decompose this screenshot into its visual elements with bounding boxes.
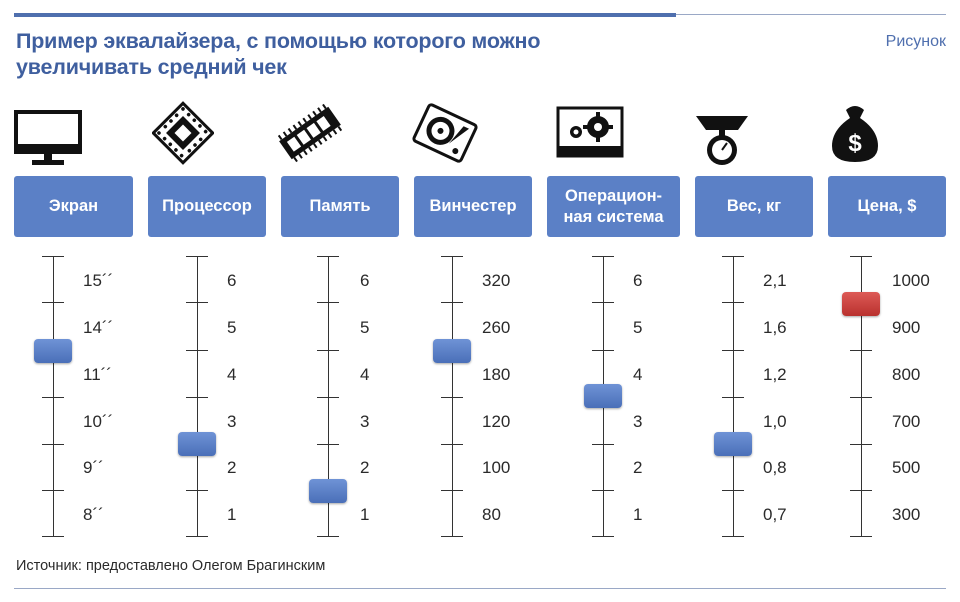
page-title: Пример эквалайзера, с помощью которого можно увеличивать средний чек <box>16 29 541 79</box>
weight-scale-icon <box>694 100 750 166</box>
scale-value: 180 <box>482 365 511 384</box>
tick <box>317 256 339 257</box>
tick <box>186 350 208 351</box>
tick <box>441 256 463 257</box>
os-settings-icon <box>556 100 624 166</box>
scale-value: 0,7 <box>763 505 787 524</box>
tick <box>441 302 463 303</box>
scale-value: 2,1 <box>763 271 787 290</box>
column-header-screen: Экран <box>14 176 133 237</box>
tick <box>722 256 744 257</box>
tick <box>186 256 208 257</box>
tick <box>42 536 64 537</box>
scale-value: 5 <box>360 318 370 337</box>
scale-value: 10´´ <box>83 412 114 431</box>
scale-value: 120 <box>482 412 511 431</box>
tick <box>317 350 339 351</box>
scale-value: 1 <box>633 505 643 524</box>
slider-knob[interactable] <box>714 432 752 456</box>
tick <box>186 490 208 491</box>
tick <box>317 397 339 398</box>
tick <box>441 397 463 398</box>
column-header-memory: Память <box>281 176 399 237</box>
tick <box>722 302 744 303</box>
slider-knob[interactable] <box>584 384 622 408</box>
tick <box>722 397 744 398</box>
slider-knob[interactable] <box>309 479 347 503</box>
monitor-icon <box>14 100 82 166</box>
scale-value: 6 <box>227 271 237 290</box>
column-header-cpu: Процессор <box>148 176 266 237</box>
column-header-weight: Вес, кг <box>695 176 813 237</box>
scale-value: 2 <box>360 458 370 477</box>
scale-value: 100 <box>482 458 511 477</box>
scale-value: 320 <box>482 271 511 290</box>
tick <box>42 302 64 303</box>
scale-value: 5 <box>633 318 643 337</box>
scale-value: 9´´ <box>83 458 104 477</box>
scale-value: 14´´ <box>83 318 114 337</box>
figure-label: Рисунок <box>885 33 946 50</box>
scale-value: 8´´ <box>83 505 104 524</box>
scale-value: 1,2 <box>763 365 787 384</box>
tick <box>441 444 463 445</box>
tick <box>850 350 872 351</box>
cpu-chip-icon <box>152 100 214 166</box>
svg-text:$: $ <box>848 130 862 157</box>
tick <box>42 397 64 398</box>
tick <box>722 536 744 537</box>
tick <box>441 490 463 491</box>
tick <box>850 397 872 398</box>
tick <box>850 536 872 537</box>
column-header-os: Операцион- ная система <box>547 176 680 237</box>
scale-value: 2 <box>633 458 643 477</box>
scale-value: 4 <box>227 365 237 384</box>
scale-value: 4 <box>633 365 643 384</box>
top-accent-bar <box>14 13 676 17</box>
tick <box>186 536 208 537</box>
scale-value: 300 <box>892 505 921 524</box>
scale-value: 6 <box>360 271 370 290</box>
tick <box>317 536 339 537</box>
tick <box>592 490 614 491</box>
source-note: Источник: предоставлено Олегом Брагинским <box>16 558 326 574</box>
scale-value: 4 <box>360 365 370 384</box>
top-rule <box>676 14 946 15</box>
hard-drive-icon <box>412 100 478 166</box>
scale-value: 1 <box>227 505 237 524</box>
scale-value: 3 <box>633 412 643 431</box>
scale-value: 15´´ <box>83 271 114 290</box>
scale-value: 260 <box>482 318 511 337</box>
scale-value: 3 <box>227 412 237 431</box>
tick <box>722 350 744 351</box>
memory-module-icon <box>278 100 342 166</box>
tick <box>42 444 64 445</box>
tick <box>42 256 64 257</box>
scale-value: 80 <box>482 505 501 524</box>
column-header-hdd: Винчестер <box>414 176 532 237</box>
tick <box>592 536 614 537</box>
tick <box>186 302 208 303</box>
tick <box>441 536 463 537</box>
tick <box>592 302 614 303</box>
scale-value: 800 <box>892 365 921 384</box>
money-bag-icon <box>828 100 882 166</box>
scale-value: 1000 <box>892 271 930 290</box>
tick <box>317 444 339 445</box>
slider-knob-price[interactable] <box>842 292 880 316</box>
tick <box>42 490 64 491</box>
tick <box>592 256 614 257</box>
slider-knob[interactable] <box>178 432 216 456</box>
slider-knob[interactable] <box>433 339 471 363</box>
scale-value: 6 <box>633 271 643 290</box>
scale-value: 500 <box>892 458 921 477</box>
bottom-rule <box>14 588 946 589</box>
scale-value: 700 <box>892 412 921 431</box>
scale-value: 1,0 <box>763 412 787 431</box>
tick <box>317 302 339 303</box>
scale-value: 1 <box>360 505 370 524</box>
tick <box>850 490 872 491</box>
tick <box>850 256 872 257</box>
tick <box>592 444 614 445</box>
tick <box>850 444 872 445</box>
scale-value: 3 <box>360 412 370 431</box>
scale-value: 2 <box>227 458 237 477</box>
tick <box>186 397 208 398</box>
scale-value: 11´´ <box>83 365 112 384</box>
tick <box>592 350 614 351</box>
scale-value: 5 <box>227 318 237 337</box>
slider-knob[interactable] <box>34 339 72 363</box>
column-header-price: Цена, $ <box>828 176 946 237</box>
tick <box>722 490 744 491</box>
scale-value: 1,6 <box>763 318 787 337</box>
scale-value: 900 <box>892 318 921 337</box>
scale-value: 0,8 <box>763 458 787 477</box>
